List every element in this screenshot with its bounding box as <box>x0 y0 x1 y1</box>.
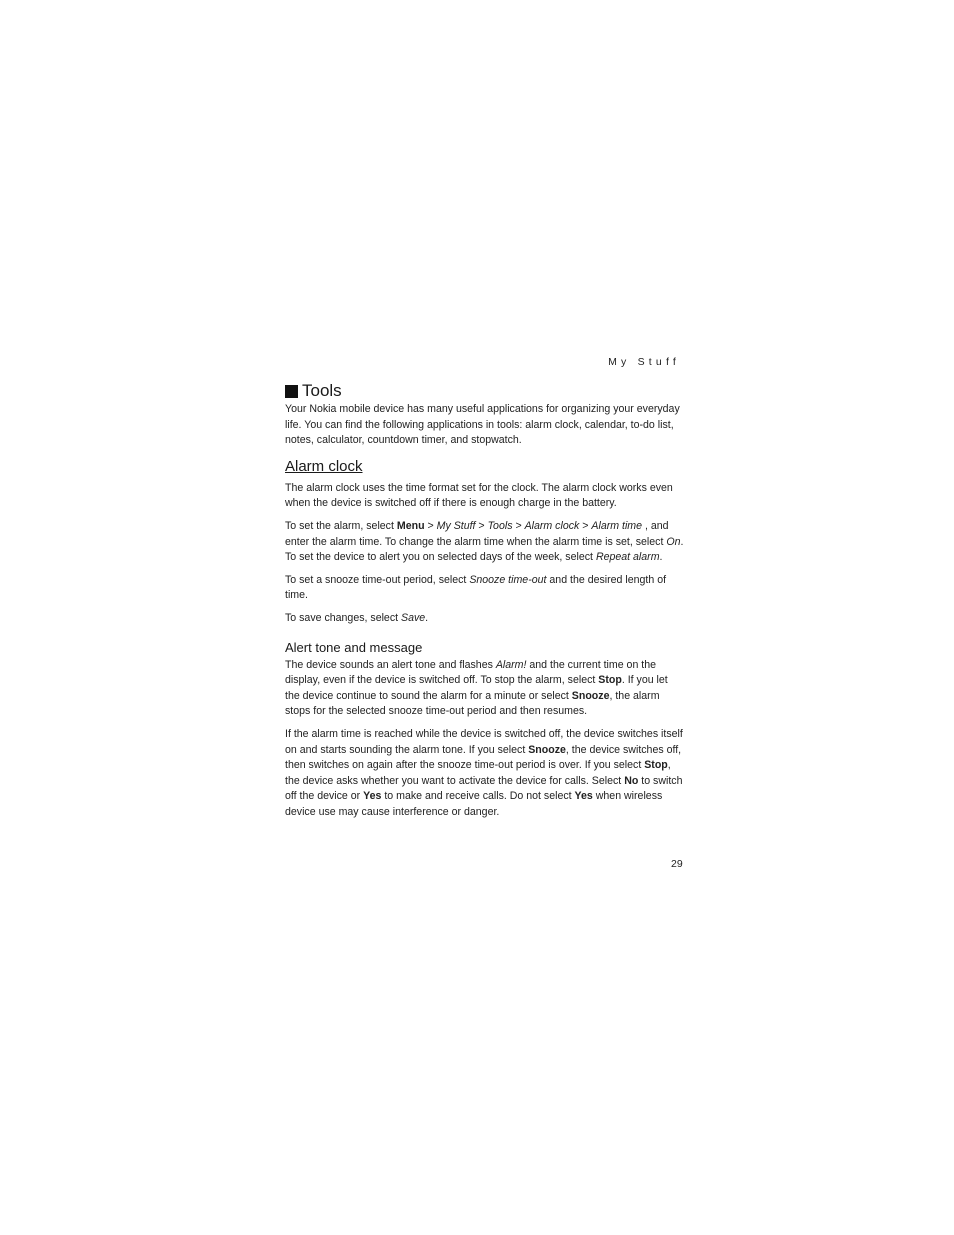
on-term: On <box>666 535 681 548</box>
separator: > <box>512 519 525 532</box>
text-run: , the device switches off, then switches on again after the snooze time-out period is over. If you select <box>285 743 682 772</box>
alarm-clock-term: Alarm clock <box>524 519 580 532</box>
section-title <box>285 380 685 402</box>
my-stuff-term: My Stuff <box>436 519 476 532</box>
snooze-term: Snooze <box>528 743 566 756</box>
text-run: . If you let the device continue to sound the alarm for a minute or select <box>285 674 668 702</box>
text-run: when wireless device use may cause interference or danger. <box>285 790 663 818</box>
separator: > <box>424 519 437 532</box>
alarm-term: Alarm! <box>495 658 527 671</box>
text-run: If the alarm time is reached while the device is switched off, the device switches itself on and starts sounding the alarm tone. If you select <box>285 727 683 756</box>
separator: > <box>579 519 592 532</box>
square-bullet-icon <box>285 385 298 398</box>
save-term: Save <box>401 611 426 624</box>
text-run: . <box>425 611 429 624</box>
text-run: The device sounds an alert tone and flashes <box>285 658 496 671</box>
text-run: . To set the device to alert you on selected days of the week, select <box>285 535 684 564</box>
alert-tone-paragraph-2 <box>285 727 685 821</box>
text-run: and the desired length of time. <box>285 573 667 602</box>
stop-term: Stop <box>598 674 622 687</box>
no-term: No <box>624 774 639 787</box>
alarm-clock-paragraph-4 <box>285 611 685 627</box>
alarm-clock-paragraph-1: The alarm clock uses the time format set for the clock. The alarm clock works even when the device is switched off if there is enough charge in the battery. <box>285 481 673 510</box>
intro-paragraph: Your Nokia mobile device has many useful applications for organizing your everyday life. You can find the following applications in tools: alarm clock, calendar, to-do list, notes, calculator, countdown timer, and stopwatch. <box>285 403 680 447</box>
stop-term: Stop <box>644 759 668 772</box>
text-run: to make and receive calls. Do not select <box>381 790 575 803</box>
text-run: To set a snooze time-out period, select <box>285 573 470 586</box>
tools-term: Tools <box>487 519 513 532</box>
text-run: , the device asks whether you want to activate the device for calls. Select <box>285 759 671 787</box>
alert-tone-paragraph-1 <box>285 658 685 720</box>
running-header: My Stuff <box>608 356 680 368</box>
text-run: . <box>659 551 663 564</box>
text-run: To set the alarm, select <box>285 519 397 532</box>
alert-tone-heading: Alert tone and message <box>285 639 423 655</box>
alarm-time-term: Alarm time <box>591 519 643 532</box>
text-run: to switch off the device or <box>285 774 683 803</box>
page-number: 29 <box>671 858 683 870</box>
alarm-clock-paragraph-2 <box>285 519 685 566</box>
text-run: To save changes, select <box>285 611 402 624</box>
snooze-timeout-term: Snooze time-out <box>469 573 547 586</box>
page-content <box>285 380 685 827</box>
text-run: , the alarm stops for the selected snooze time-out period and then resumes. <box>285 689 660 718</box>
alarm-clock-heading: Alarm clock <box>285 457 363 475</box>
yes-term: Yes <box>574 790 593 803</box>
menu-term: Menu <box>396 519 425 532</box>
repeat-alarm-term: Repeat alarm <box>595 551 660 564</box>
text-run: and the current time on the display, even if the device is switched off. To stop the alarm, select <box>285 658 657 687</box>
text-run: , and enter the alarm time. To change the alarm time when the alarm time is set, select <box>285 519 669 548</box>
snooze-term: Snooze <box>571 689 610 702</box>
separator: > <box>475 519 488 532</box>
section-title-text: Tools <box>302 381 342 400</box>
alarm-clock-paragraph-3 <box>285 573 685 604</box>
yes-term: Yes <box>363 790 382 803</box>
